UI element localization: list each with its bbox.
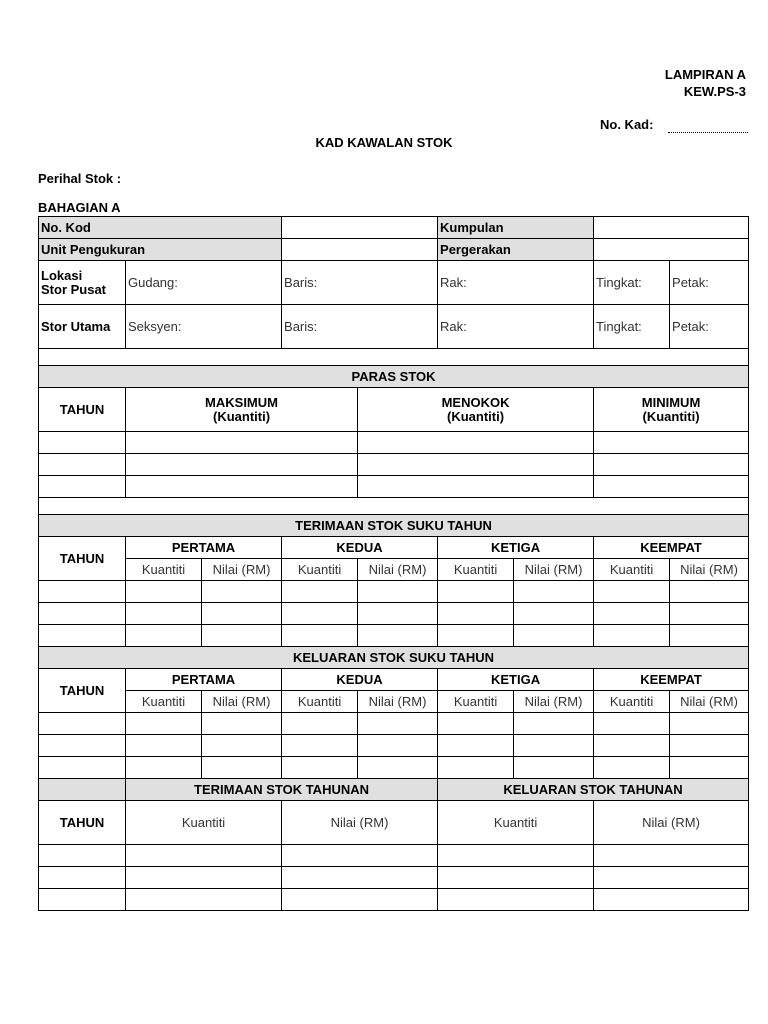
nilai-subheader: Nilai (RM) — [514, 691, 594, 713]
terimaan-kedua-header: KEDUA — [282, 537, 438, 559]
terimaan-kuantiti-header: Kuantiti — [126, 801, 282, 845]
data-cell[interactable] — [202, 581, 282, 603]
nilai-subheader: Nilai (RM) — [358, 691, 438, 713]
data-cell[interactable] — [514, 757, 594, 779]
paras-cell[interactable] — [126, 476, 358, 498]
data-cell[interactable] — [39, 757, 126, 779]
paras-cell[interactable] — [126, 454, 358, 476]
data-cell[interactable] — [438, 845, 594, 867]
data-cell[interactable] — [39, 735, 126, 757]
data-cell[interactable] — [514, 581, 594, 603]
data-cell[interactable] — [670, 625, 749, 647]
kuantiti-subheader: Kuantiti — [126, 691, 202, 713]
keluaran-nilai-header: Nilai (RM) — [594, 801, 749, 845]
paras-cell[interactable] — [358, 454, 594, 476]
row-unit — [39, 239, 749, 261]
data-cell[interactable] — [39, 625, 126, 647]
terimaan-keempat-header: KEEMPAT — [594, 537, 749, 559]
data-cell[interactable] — [282, 713, 358, 735]
keluaran-tahun-header: TAHUN — [39, 669, 126, 713]
keluaran-suku-row — [39, 713, 749, 735]
keluaran-suku-row — [39, 735, 749, 757]
kuantiti-subheader: Kuantiti — [282, 559, 358, 581]
terimaan-suku-row — [39, 625, 749, 647]
data-cell[interactable] — [126, 603, 202, 625]
data-cell[interactable] — [39, 603, 126, 625]
data-cell[interactable] — [358, 757, 438, 779]
keluaran-pertama-header: PERTAMA — [126, 669, 282, 691]
data-cell[interactable] — [438, 889, 594, 911]
maksimum-unit: (Kuantiti) — [212, 408, 271, 424]
unit-pengukuran-field[interactable] — [282, 239, 438, 261]
terimaan-ketiga-header: KETIGA — [438, 537, 594, 559]
data-cell[interactable] — [39, 581, 126, 603]
data-cell[interactable] — [126, 757, 202, 779]
data-cell[interactable] — [670, 603, 749, 625]
data-cell[interactable] — [282, 581, 358, 603]
data-cell[interactable] — [126, 625, 202, 647]
baris-field-2[interactable]: Baris: — [282, 305, 438, 349]
kuantiti-subheader: Kuantiti — [594, 691, 670, 713]
kuantiti-subheader: Kuantiti — [438, 691, 514, 713]
data-cell[interactable] — [594, 757, 670, 779]
lokasi-stor-pusat-label — [39, 261, 126, 305]
kumpulan-label: Kumpulan — [438, 217, 594, 239]
data-cell[interactable] — [202, 757, 282, 779]
tahunan-corner — [39, 779, 126, 801]
terimaan-tahun-header: TAHUN — [39, 537, 126, 581]
paras-cell[interactable] — [39, 476, 126, 498]
row-lokasi-stor-pusat — [39, 261, 749, 305]
nilai-subheader: Nilai (RM) — [202, 691, 282, 713]
data-cell[interactable] — [39, 889, 126, 911]
data-cell[interactable] — [202, 625, 282, 647]
no-kod-label: No. Kod — [39, 217, 282, 239]
row-no-kod — [39, 217, 749, 239]
spacer-row — [39, 498, 749, 515]
rak-field-2[interactable]: Rak: — [438, 305, 594, 349]
keluaran-kuantiti-header: Kuantiti — [438, 801, 594, 845]
data-cell[interactable] — [514, 735, 594, 757]
data-cell[interactable] — [202, 713, 282, 735]
terimaan-pertama-header: PERTAMA — [126, 537, 282, 559]
data-cell[interactable] — [358, 625, 438, 647]
lampiran-label: LAMPIRAN A — [664, 67, 746, 82]
lokasi-label-line2: Stor Pusat — [41, 281, 107, 297]
keluaran-ketiga-header: KETIGA — [438, 669, 594, 691]
data-cell[interactable] — [282, 889, 438, 911]
menokok-label: MENOKOK — [441, 394, 510, 410]
nilai-subheader: Nilai (RM) — [514, 559, 594, 581]
data-cell[interactable] — [358, 581, 438, 603]
no-kad-label: No. Kad: — [600, 117, 654, 132]
data-cell[interactable] — [126, 581, 202, 603]
data-cell[interactable] — [282, 845, 438, 867]
stock-control-table — [38, 216, 749, 911]
data-cell[interactable] — [126, 735, 202, 757]
baris-field[interactable]: Baris: — [282, 261, 438, 305]
data-cell[interactable] — [594, 603, 670, 625]
tahunan-row — [39, 845, 749, 867]
terimaan-nilai-header: Nilai (RM) — [282, 801, 438, 845]
data-cell[interactable] — [282, 625, 358, 647]
terimaan-suku-row — [39, 603, 749, 625]
data-cell[interactable] — [282, 603, 358, 625]
data-cell[interactable] — [358, 603, 438, 625]
data-cell[interactable] — [594, 713, 670, 735]
paras-cell[interactable] — [39, 454, 126, 476]
kuantiti-subheader: Kuantiti — [594, 559, 670, 581]
data-cell[interactable] — [126, 889, 282, 911]
pergerakan-label: Pergerakan — [438, 239, 594, 261]
nilai-subheader: Nilai (RM) — [670, 559, 749, 581]
data-cell[interactable] — [594, 845, 749, 867]
data-cell[interactable] — [126, 867, 282, 889]
data-cell[interactable] — [202, 603, 282, 625]
paras-cell[interactable] — [594, 454, 749, 476]
maksimum-label: MAKSIMUM — [205, 394, 278, 410]
nilai-subheader: Nilai (RM) — [358, 559, 438, 581]
data-cell[interactable] — [594, 735, 670, 757]
form-code: KEW.PS-3 — [683, 84, 746, 99]
data-cell[interactable] — [126, 845, 282, 867]
paras-row — [39, 432, 749, 454]
terimaan-tahunan-header: TERIMAAN STOK TAHUNAN — [126, 779, 438, 801]
menokok-header — [358, 388, 594, 432]
menokok-unit: (Kuantiti) — [447, 408, 505, 424]
data-cell[interactable] — [438, 625, 514, 647]
minimum-label: MINIMUM — [641, 394, 701, 410]
bahagian-label: BAHAGIAN A — [38, 200, 121, 215]
data-cell[interactable] — [39, 867, 126, 889]
paras-tahun-header: TAHUN — [39, 388, 126, 432]
gudang-field[interactable]: Gudang: — [126, 261, 282, 305]
keluaran-tahunan-header: KELUARAN STOK TAHUNAN — [438, 779, 749, 801]
nilai-subheader: Nilai (RM) — [670, 691, 749, 713]
no-kad-field[interactable] — [668, 132, 748, 133]
data-cell[interactable] — [514, 603, 594, 625]
keluaran-kedua-header: KEDUA — [282, 669, 438, 691]
data-cell[interactable] — [282, 867, 438, 889]
data-cell[interactable] — [438, 867, 594, 889]
perihal-stok-label: Perihal Stok : — [38, 171, 122, 186]
pergerakan-field[interactable] — [594, 239, 749, 261]
minimum-header — [594, 388, 749, 432]
paras-cell[interactable] — [358, 476, 594, 498]
row-stor-utama — [39, 305, 749, 349]
kuantiti-subheader: Kuantiti — [282, 691, 358, 713]
data-cell[interactable] — [438, 713, 514, 735]
data-cell[interactable] — [282, 757, 358, 779]
nilai-subheader: Nilai (RM) — [202, 559, 282, 581]
rak-field[interactable]: Rak: — [438, 261, 594, 305]
data-cell[interactable] — [438, 603, 514, 625]
paras-cell[interactable] — [39, 432, 126, 454]
data-cell[interactable] — [39, 845, 126, 867]
stor-utama-label: Stor Utama — [39, 305, 126, 349]
data-cell[interactable] — [358, 735, 438, 757]
maksimum-header — [126, 388, 358, 432]
data-cell[interactable] — [594, 581, 670, 603]
data-cell[interactable] — [670, 713, 749, 735]
data-cell[interactable] — [670, 757, 749, 779]
tahunan-row — [39, 889, 749, 911]
data-cell[interactable] — [514, 625, 594, 647]
data-cell[interactable] — [670, 735, 749, 757]
paras-cell[interactable] — [358, 432, 594, 454]
petak-field-2[interactable]: Petak: — [670, 305, 749, 349]
tingkat-field-2[interactable]: Tingkat: — [594, 305, 670, 349]
keluaran-suku-row — [39, 757, 749, 779]
tahunan-row — [39, 867, 749, 889]
keluaran-suku-header: KELUARAN STOK SUKU TAHUN — [39, 647, 749, 669]
seksyen-field[interactable]: Seksyen: — [126, 305, 282, 349]
no-kod-field[interactable] — [282, 217, 438, 239]
data-cell[interactable] — [358, 713, 438, 735]
minimum-unit: (Kuantiti) — [642, 408, 700, 424]
paras-row — [39, 476, 749, 498]
data-cell[interactable] — [594, 625, 670, 647]
tingkat-field[interactable]: Tingkat: — [594, 261, 670, 305]
paras-cell[interactable] — [594, 432, 749, 454]
data-cell[interactable] — [514, 713, 594, 735]
paras-row — [39, 454, 749, 476]
data-cell[interactable] — [594, 889, 749, 911]
data-cell[interactable] — [670, 581, 749, 603]
keluaran-keempat-header: KEEMPAT — [594, 669, 749, 691]
paras-stok-column-headers — [39, 388, 749, 432]
paras-cell[interactable] — [594, 476, 749, 498]
data-cell[interactable] — [438, 581, 514, 603]
data-cell[interactable] — [438, 735, 514, 757]
data-cell[interactable] — [594, 867, 749, 889]
kuantiti-subheader: Kuantiti — [126, 559, 202, 581]
data-cell[interactable] — [39, 713, 126, 735]
kumpulan-field[interactable] — [594, 217, 749, 239]
paras-stok-header: PARAS STOK — [39, 366, 749, 388]
kuantiti-subheader: Kuantiti — [438, 559, 514, 581]
data-cell[interactable] — [282, 735, 358, 757]
spacer-row — [39, 349, 749, 366]
form-title: KAD KAWALAN STOK — [315, 135, 453, 150]
data-cell[interactable] — [202, 735, 282, 757]
lokasi-label-line1: Lokasi — [41, 267, 83, 283]
data-cell[interactable] — [126, 713, 202, 735]
terimaan-suku-row — [39, 581, 749, 603]
paras-cell[interactable] — [126, 432, 358, 454]
petak-field[interactable]: Petak: — [670, 261, 749, 305]
data-cell[interactable] — [438, 757, 514, 779]
tahunan-tahun-header: TAHUN — [39, 801, 126, 845]
unit-pengukuran-label: Unit Pengukuran — [39, 239, 282, 261]
terimaan-suku-header: TERIMAAN STOK SUKU TAHUN — [39, 515, 749, 537]
